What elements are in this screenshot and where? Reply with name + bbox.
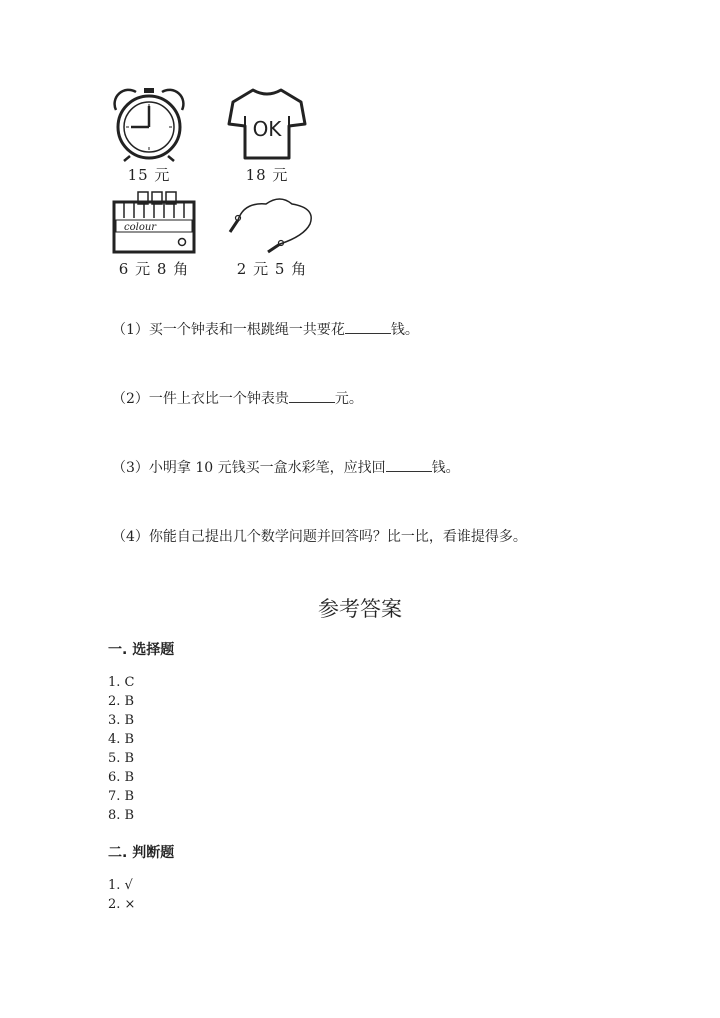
question-1-suffix: 钱。 bbox=[390, 322, 419, 338]
answer-line: 3. B bbox=[108, 713, 135, 728]
section-heading-choice: 一. 选择题 bbox=[108, 642, 175, 658]
question-3 bbox=[112, 457, 460, 477]
answer-line: 4. B bbox=[108, 732, 135, 747]
shirt-price: 18 元 bbox=[245, 166, 289, 184]
item-jump-rope bbox=[222, 190, 322, 279]
answer-blank-3[interactable] bbox=[386, 459, 432, 472]
clock-price: 15 元 bbox=[127, 166, 171, 184]
paint-box-text: colour bbox=[124, 222, 157, 233]
answer-line: 1. √ bbox=[108, 878, 133, 893]
paint-box-icon bbox=[110, 190, 198, 256]
question-4-text: （4）你能自己提出几个数学问题并回答吗？比一比，看谁提得多。 bbox=[112, 529, 527, 545]
question-1-text: （1）买一个钟表和一根跳绳一共要花 bbox=[112, 322, 345, 338]
question-3-suffix: 钱。 bbox=[431, 460, 460, 476]
answer-line: 7. B bbox=[108, 789, 135, 804]
answer-line: 2. B bbox=[108, 694, 135, 709]
answer-line: 5. B bbox=[108, 751, 135, 766]
shirt-text: OK bbox=[252, 117, 282, 141]
item-shirt bbox=[222, 86, 312, 185]
question-1 bbox=[112, 319, 419, 339]
answer-title: 参考答案 bbox=[318, 597, 402, 621]
choice-answers bbox=[108, 673, 134, 825]
item-clock bbox=[104, 86, 194, 185]
paint-box-price: 6 元 8 角 bbox=[118, 260, 190, 278]
judgment-answers bbox=[108, 876, 135, 914]
question-4 bbox=[112, 526, 527, 546]
question-2 bbox=[112, 388, 363, 408]
answer-line: 1. C bbox=[108, 675, 135, 690]
jump-rope-icon bbox=[222, 190, 322, 256]
answer-line: 6. B bbox=[108, 770, 135, 785]
question-2-text: （2）一件上衣比一个钟表贵 bbox=[112, 391, 289, 407]
jump-rope-price: 2 元 5 角 bbox=[236, 260, 308, 278]
item-paint-box bbox=[104, 190, 204, 279]
answer-line: 2. × bbox=[108, 897, 136, 912]
answer-line: 8. B bbox=[108, 808, 135, 823]
shirt-icon bbox=[227, 86, 307, 162]
answer-blank-1[interactable] bbox=[345, 321, 391, 334]
question-3-text: （3）小明拿 10 元钱买一盒水彩笔，应找回 bbox=[112, 460, 386, 476]
answer-blank-2[interactable] bbox=[289, 390, 335, 403]
question-2-suffix: 元。 bbox=[334, 391, 363, 407]
alarm-clock-icon bbox=[106, 86, 192, 162]
section-heading-judgment: 二. 判断题 bbox=[108, 845, 175, 861]
